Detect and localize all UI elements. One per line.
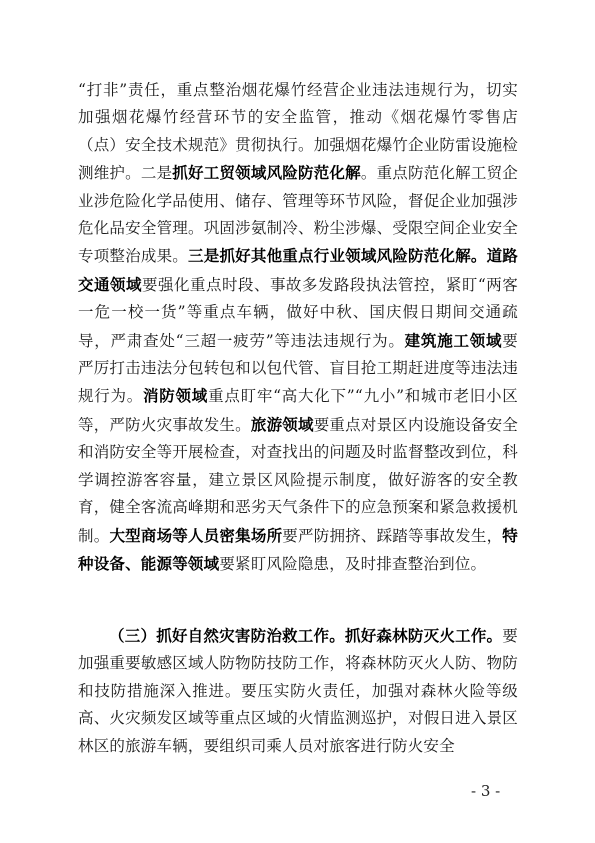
bold-text-segment: 三是抓好其他重点行业领域风险防范化解。道路交通领域 xyxy=(78,246,519,294)
bold-text-segment: 特种设备、能源等领域 xyxy=(78,525,518,573)
bold-text-segment: 旅游领域 xyxy=(250,414,314,434)
text-segment: 要重点对景区内设施设备安全和消防安全等开展检查，对查找出的问题及时监督整改到位，科学调控游客容量，建立景区风险提示制度，做好游客的安全教育，健全客流高峰期和恶劣天气条件下的应急预案和紧急救援机制。 xyxy=(78,415,518,545)
text-segment: “打非”责任，重点整治烟花爆竹经营企业违法违规行为，切实加强烟花爆竹经营环节的安全监管，推动《烟花爆竹零售店（点）安全技术规范》贯彻执行。加强烟花爆竹企业防雷设施检测维护。二是 xyxy=(78,81,518,183)
body-paragraph-1 xyxy=(78,77,518,578)
bold-text-segment: 建筑施工领域 xyxy=(404,330,503,350)
body-paragraph-2 xyxy=(78,622,518,760)
text-segment: 要严厉打击违法分包转包和以包代管、盲目抢工期赶进度等违法违规行为。 xyxy=(78,331,518,406)
text-segment: 。重点防范化解工贸企业涉危险化学品使用、储存、管理等环节风险，督促企业加强涉危化品安全管理。巩固涉氨制冷、粉尘涉爆、受限空间企业安全专项整治成果。 xyxy=(78,164,519,266)
bold-text-segment: 消防领域 xyxy=(143,386,209,406)
bold-text-segment: 抓好工贸领域风险防范化解 xyxy=(172,163,361,183)
text-segment: 重点盯牢“高大化下”“九小”和城市老旧小区等，严防火灾事故发生。 xyxy=(78,387,518,434)
bold-text-segment: （三）抓好自然灾害防治救工作。抓好森林防灭火工作。 xyxy=(109,626,503,645)
text-segment: 要紧盯风险隐患，及时排查整治到位。 xyxy=(219,554,487,573)
bold-text-segment: 大型商场等人员密集场所 xyxy=(109,525,283,545)
page-number: - 3 - xyxy=(471,782,501,800)
text-segment: 要加强重要敏感区域人防物防技防工作，将森林防灭火人防、物防和技防措施深入推进。要压实防火责任，加强对森林火险等级高、火灾频发区域等重点区域的火情监测巡护，对假日进入景区林区的旅游车辆，要组织司乘人员对旅客进行防火安全 xyxy=(78,627,518,755)
text-segment: 要强化重点时段、事故多发路段执法管控，紧盯“两客一危一校一货”等重点车辆，做好中秋、国庆假日期间交通疏导，严肃查处“三超一疲劳”等违法违规行为。 xyxy=(78,275,518,350)
text-segment: 要严防拥挤、踩踏等事故发生， xyxy=(282,526,503,545)
